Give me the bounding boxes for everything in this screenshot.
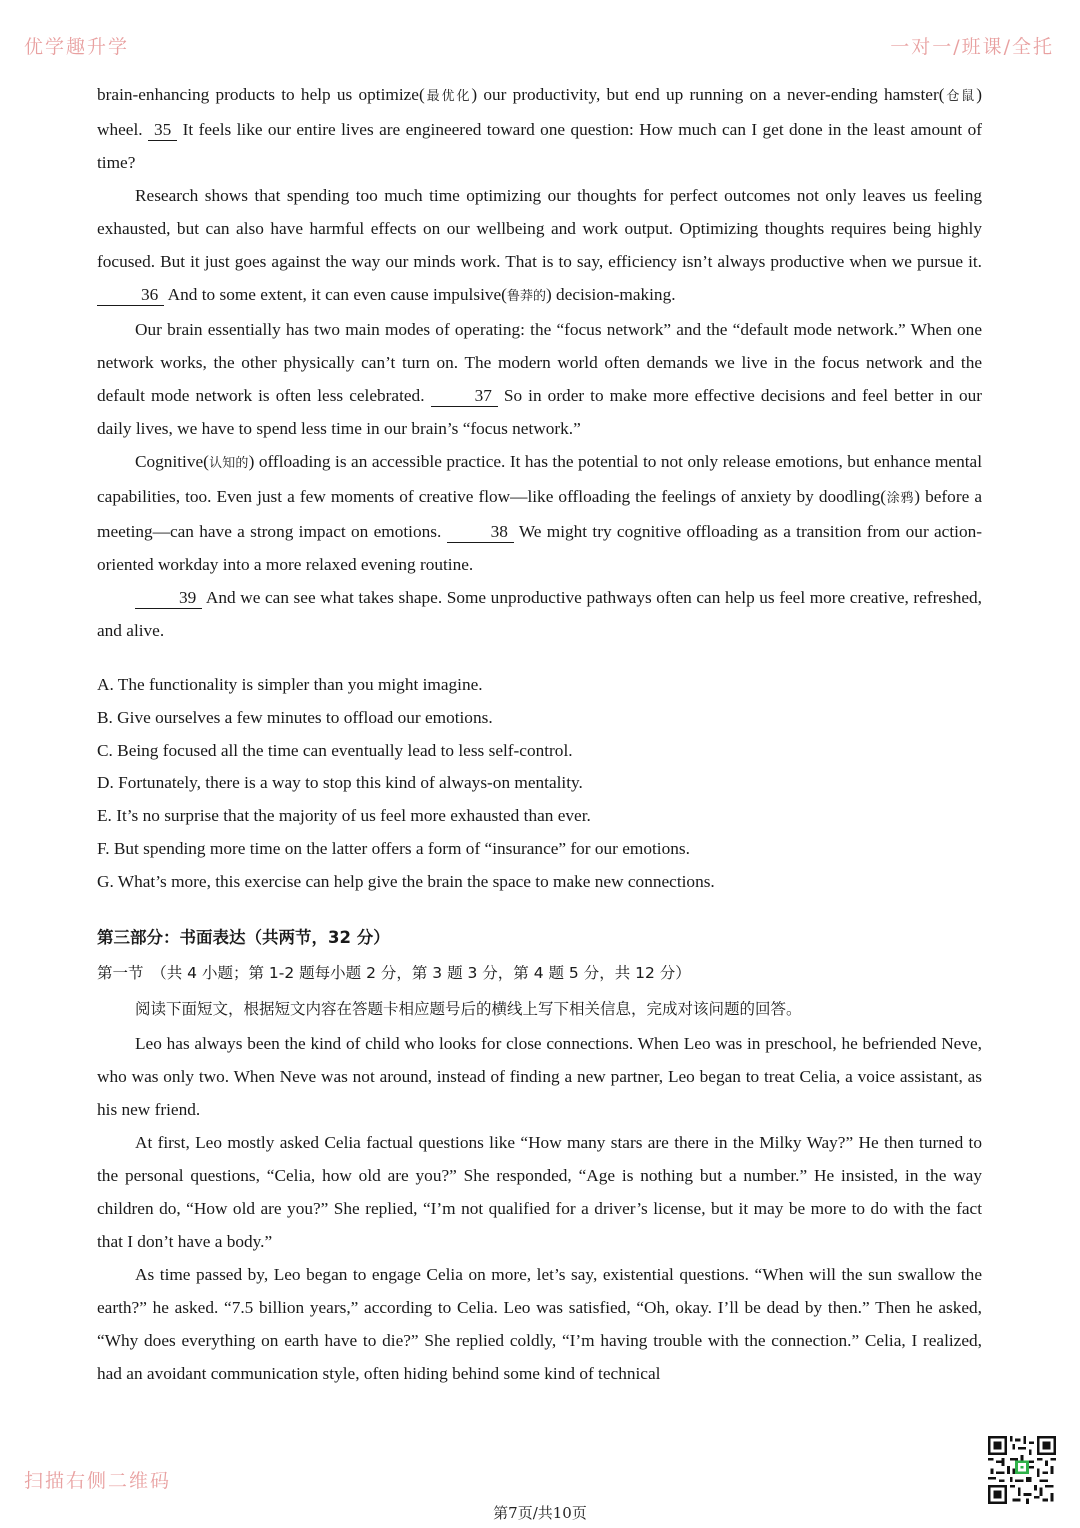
section1-heading: 第一节 （共 4 小题；第 1-2 题每小题 2 分，第 3 题 3 分，第 4 题 5 分，共 12 分）: [97, 963, 691, 982]
answer-blank-37: 37: [431, 386, 498, 407]
passage-paragraph-1: brain-enhancing products to help us optimize(最优化) our productivity, but end up running on a never-ending hamster(仓鼠) wheel. 35 It feels like our entire lives are engineered toward one question: How much can I get done in the least amount of time?: [97, 85, 983, 172]
option-g: G. What’s more, this exercise can help give the brain the space to make new connections.: [97, 871, 715, 891]
passage-paragraph-3: Our brain essentially has two main modes of operating: the “focus network” and the “default mode network.” When one network works, the other physically can’t turn on. The modern world often demands we live in the focus network and the default mode network is often less celebrated. 37 So in order to make more effective decisions and feel better in our daily lives, we have to spend less time in our brain’s “focus network.”: [97, 320, 983, 438]
passage-paragraph-2: Research shows that spending too much time optimizing our thoughts for perfect outcomes not only leaves us feeling exhausted, but can also have harmful effects on our wellbeing and work output. Optimizing thoughts requires being highly focused. But it just goes against the way our minds work. That is to say, efficiency isn’t always productive when we pursue it. 36 And to some extent, it can even cause impulsive(鲁莽的) decision-making.: [97, 186, 982, 304]
reading-paragraph-2: At first, Leo mostly asked Celia factual questions like “How many stars are there in the Milky Way?” He then turned to the personal questions, “Celia, how old are you?” She responded, “Age is nothing but a number.” He insisted, in the way children do, “How old are you?” She replied, “I’m not qualified for a driver’s license, but it may be more to do with the fact that I don’t have a body.”: [97, 1132, 982, 1251]
page-content: [97, 78, 982, 1390]
answer-blank-39: 39: [135, 588, 202, 609]
option-e: E. It’s no surprise that the majority of us feel more exhausted than ever.: [97, 806, 591, 826]
qr-code-icon[interactable]: [988, 1436, 1056, 1504]
option-a: A. The functionality is simpler than you might imagine.: [97, 675, 483, 694]
passage-paragraph-5: 39 And we can see what takes shape. Some unproductive pathways often can help us feel more creative, refreshed, and alive.: [97, 588, 982, 640]
answer-options: [97, 669, 982, 899]
reading-paragraph-1: Leo has always been the kind of child who looks for close connections. When Leo was in preschool, he befriended Neve, who was only two. When Neve was not around, instead of finding a new partner, Leo began to treat Celia, a voice assistant, as his new friend.: [97, 1033, 982, 1119]
option-d: D. Fortunately, there is a way to stop this kind of always-on mentality.: [97, 773, 583, 793]
part3-title: 第三部分：书面表达（共两节，32 分）: [97, 927, 390, 947]
option-c: C. Being focused all the time can eventually lead to less self-control.: [97, 740, 573, 760]
passage-paragraph-4: Cognitive(认知的) offloading is an accessible practice. It has the potential to not only release emotions, but enhance mental capabilities, too. Even just a few moments of creative flow—like offloading the feelings of anxiety by doodling(涂鸦) before a meeting—can have a strong impact on emotions. 38 We might try cognitive offloading as a transition from our action-oriented workday into a more relaxed evening routine.: [97, 452, 982, 574]
reading-paragraph-3: As time passed by, Leo began to engage Celia on more, let’s say, existential questions. “When will the sun swallow the earth?” he asked. “7.5 billion years,” according to Celia. Leo was satisfied, “Oh, okay. I’ll be dead by then.” Then he asked, “Why does everything on earth have to die?” She replied coldly, “I’m having trouble with the connection.” Celia, I realized, had an avoidant communication style, often hiding behind some kind of technical: [97, 1264, 982, 1383]
section1-instruction: 阅读下面短文，根据短文内容在答题卡相应题号后的横线上写下相关信息，完成对该问题的回答。: [135, 999, 802, 1018]
option-f: F. But spending more time on the latter offers a form of “insurance” for our emotions.: [97, 838, 690, 858]
watermark-brand: 优学趣升学: [24, 36, 130, 58]
watermark-services: 一对一/班课/全托: [890, 36, 1054, 58]
watermark-scan-prompt: 扫描右侧二维码: [24, 1470, 172, 1492]
answer-blank-36: 36: [97, 285, 164, 306]
answer-blank-38: 38: [447, 522, 514, 543]
page-number: 第7页/共10页: [493, 1504, 587, 1522]
answer-blank-35: 35: [148, 120, 177, 141]
option-b: B. Give ourselves a few minutes to offload our emotions.: [97, 707, 493, 727]
